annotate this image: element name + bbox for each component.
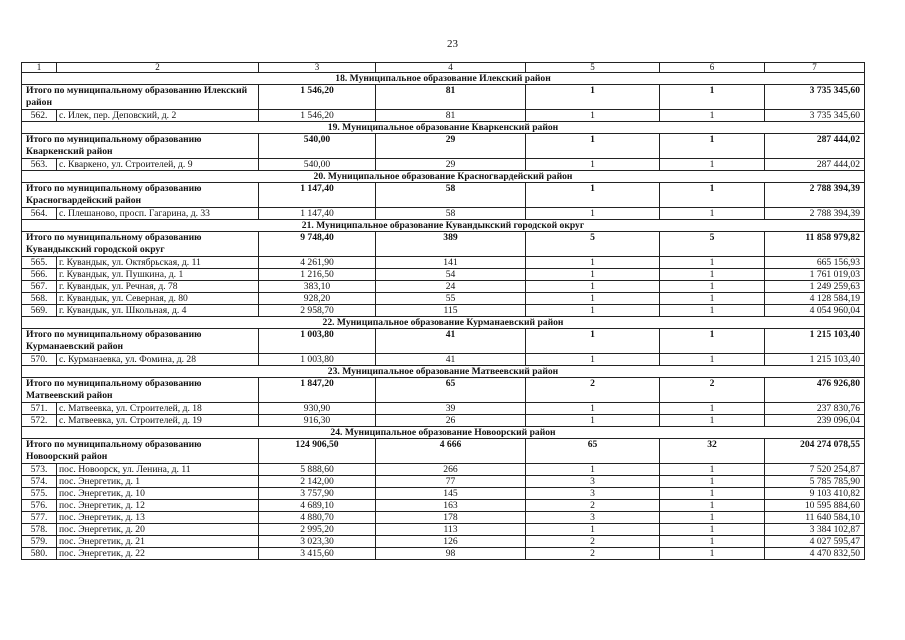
total-col5: 1 [526,134,660,159]
header-cell-4: 4 [376,63,526,73]
table-row [22,403,865,415]
row-col5: 1 [526,293,660,305]
total-sum: 1 215 103,40 [765,329,865,354]
row-number: 574. [22,476,57,488]
row-sum: 665 156,93 [765,257,865,269]
row-area: 3 757,90 [259,488,376,500]
table-row [22,354,865,366]
row-sum: 1 249 259,63 [765,281,865,293]
section-title: 18. Муниципальное образование Илекский район [22,73,865,85]
total-col6: 2 [660,378,765,403]
row-number: 573. [22,464,57,476]
total-sum: 204 274 078,55 [765,439,865,464]
row-sum: 2 788 394,39 [765,208,865,220]
row-address: пос. Новоорск, ул. Ленина, д. 11 [57,464,259,476]
row-address: с. Курманаевка, ул. Фомина, д. 28 [57,354,259,366]
row-col5: 1 [526,208,660,220]
section-header-row [22,317,865,329]
row-sum: 4 470 832,50 [765,548,865,560]
section-header-row [22,366,865,378]
section-title: 19. Муниципальное образование Кваркенский район [22,122,865,134]
row-col6: 1 [660,159,765,171]
section-header-row [22,220,865,232]
header-cell-2: 2 [57,63,259,73]
row-number: 565. [22,257,57,269]
section-total-row [22,378,865,403]
total-residents: 4 666 [376,439,526,464]
row-address: с. Илек, пер. Деповский, д. 2 [57,110,259,122]
section-title: 20. Муниципальное образование Красногвардейский район [22,171,865,183]
row-col6: 1 [660,281,765,293]
row-sum: 239 096,04 [765,415,865,427]
row-area: 930,90 [259,403,376,415]
total-area: 540,00 [259,134,376,159]
row-col6: 1 [660,110,765,122]
row-sum: 4 054 960,04 [765,305,865,317]
row-area: 540,00 [259,159,376,171]
table-row [22,208,865,220]
row-residents: 26 [376,415,526,427]
total-col6: 1 [660,85,765,110]
row-area: 928,20 [259,293,376,305]
row-address: пос. Энергетик, д. 22 [57,548,259,560]
row-residents: 55 [376,293,526,305]
row-address: г. Кувандык, ул. Речная, д. 78 [57,281,259,293]
row-col5: 1 [526,464,660,476]
row-address: г. Кувандык, ул. Пушкина, д. 1 [57,269,259,281]
table-row [22,159,865,171]
total-area: 9 748,40 [259,232,376,257]
row-area: 1 003,80 [259,354,376,366]
total-label: Итого по муниципальному образованию Новоорский район [22,439,259,464]
row-sum: 11 640 584,10 [765,512,865,524]
row-col6: 1 [660,293,765,305]
row-sum: 10 595 884,60 [765,500,865,512]
row-area: 3 023,30 [259,536,376,548]
row-col5: 3 [526,476,660,488]
row-area: 1 216,50 [259,269,376,281]
section-title: 22. Муниципальное образование Курманаевский район [22,317,865,329]
row-sum: 1 761 019,03 [765,269,865,281]
row-residents: 54 [376,269,526,281]
total-sum: 11 858 979,82 [765,232,865,257]
table-row [22,464,865,476]
section-header-row [22,171,865,183]
row-number: 580. [22,548,57,560]
row-col6: 1 [660,415,765,427]
total-label: Итого по муниципальному образованию Матвеевский район [22,378,259,403]
row-area: 2 995,20 [259,524,376,536]
section-total-row [22,134,865,159]
row-area: 4 880,70 [259,512,376,524]
total-col5: 65 [526,439,660,464]
row-col6: 1 [660,476,765,488]
table-row [22,476,865,488]
row-col6: 1 [660,524,765,536]
table-row [22,524,865,536]
row-sum: 9 103 410,82 [765,488,865,500]
total-area: 124 906,50 [259,439,376,464]
row-sum: 287 444,02 [765,159,865,171]
row-col5: 1 [526,281,660,293]
table-row [22,293,865,305]
total-residents: 65 [376,378,526,403]
row-sum: 7 520 254,87 [765,464,865,476]
row-col6: 1 [660,500,765,512]
header-cell-6: 6 [660,63,765,73]
total-residents: 389 [376,232,526,257]
total-col5: 1 [526,183,660,208]
row-area: 4 261,90 [259,257,376,269]
total-area: 1 847,20 [259,378,376,403]
table-row [22,257,865,269]
total-label: Итого по муниципальному образованию Красногвардейский район [22,183,259,208]
row-number: 569. [22,305,57,317]
row-residents: 113 [376,524,526,536]
page-number: 23 [447,38,458,50]
row-area: 2 958,70 [259,305,376,317]
row-number: 567. [22,281,57,293]
row-number: 576. [22,500,57,512]
header-cell-1: 1 [22,63,57,73]
row-col5: 1 [526,159,660,171]
row-residents: 145 [376,488,526,500]
row-residents: 29 [376,159,526,171]
row-col5: 1 [526,257,660,269]
table-row [22,548,865,560]
total-sum: 476 926,80 [765,378,865,403]
row-address: г. Кувандык, ул. Школьная, д. 4 [57,305,259,317]
row-area: 1 147,40 [259,208,376,220]
section-total-row [22,85,865,110]
total-col6: 1 [660,183,765,208]
section-header-row [22,73,865,85]
total-col6: 5 [660,232,765,257]
total-residents: 29 [376,134,526,159]
row-address: пос. Энергетик, д. 10 [57,488,259,500]
total-area: 1 147,40 [259,183,376,208]
row-area: 3 415,60 [259,548,376,560]
table-row [22,269,865,281]
total-label: Итого по муниципальному образованию Курманаевский район [22,329,259,354]
row-number: 563. [22,159,57,171]
row-number: 571. [22,403,57,415]
total-sum: 3 735 345,60 [765,85,865,110]
row-area: 383,10 [259,281,376,293]
row-residents: 178 [376,512,526,524]
row-address: г. Кувандык, ул. Северная, д. 80 [57,293,259,305]
row-address: г. Кувандык, ул. Октябрьская, д. 11 [57,257,259,269]
total-col5: 1 [526,85,660,110]
row-col5: 1 [526,403,660,415]
total-col5: 2 [526,378,660,403]
row-number: 570. [22,354,57,366]
header-cell-5: 5 [526,63,660,73]
section-title: 24. Муниципальное образование Новоорский район [22,427,865,439]
row-residents: 24 [376,281,526,293]
row-area: 1 546,20 [259,110,376,122]
row-col6: 1 [660,305,765,317]
row-area: 4 689,10 [259,500,376,512]
row-col6: 1 [660,512,765,524]
row-sum: 4 027 595,47 [765,536,865,548]
row-residents: 41 [376,354,526,366]
row-col5: 2 [526,536,660,548]
section-title: 23. Муниципальное образование Матвеевский район [22,366,865,378]
row-col5: 3 [526,512,660,524]
row-address: пос. Энергетик, д. 1 [57,476,259,488]
row-col6: 1 [660,488,765,500]
table-row [22,512,865,524]
header-cell-7: 7 [765,63,865,73]
table-row [22,536,865,548]
table-row [22,500,865,512]
row-residents: 163 [376,500,526,512]
total-sum: 2 788 394,39 [765,183,865,208]
row-address: пос. Энергетик, д. 13 [57,512,259,524]
total-residents: 58 [376,183,526,208]
row-residents: 58 [376,208,526,220]
total-label: Итого по муниципальному образованию Илекский район [22,85,259,110]
row-residents: 126 [376,536,526,548]
row-col5: 1 [526,524,660,536]
row-col6: 1 [660,354,765,366]
row-area: 5 888,60 [259,464,376,476]
row-number: 568. [22,293,57,305]
total-col5: 1 [526,329,660,354]
row-address: пос. Энергетик, д. 20 [57,524,259,536]
total-residents: 41 [376,329,526,354]
total-residents: 81 [376,85,526,110]
row-residents: 98 [376,548,526,560]
section-header-row [22,427,865,439]
row-col6: 1 [660,403,765,415]
row-number: 579. [22,536,57,548]
row-address: пос. Энергетик, д. 12 [57,500,259,512]
row-address: с. Матвеевка, ул. Строителей, д. 18 [57,403,259,415]
row-number: 564. [22,208,57,220]
row-col5: 3 [526,488,660,500]
total-label: Итого по муниципальному образованию Кувандыкский городской округ [22,232,259,257]
row-sum: 1 215 103,40 [765,354,865,366]
row-col5: 1 [526,415,660,427]
row-col6: 1 [660,269,765,281]
row-address: с. Кваркено, ул. Строителей, д. 9 [57,159,259,171]
row-col6: 1 [660,536,765,548]
row-residents: 77 [376,476,526,488]
row-address: с. Плешаново, просп. Гагарина, д. 33 [57,208,259,220]
total-col5: 5 [526,232,660,257]
row-col6: 1 [660,208,765,220]
row-sum: 5 785 785,90 [765,476,865,488]
row-area: 2 142,00 [259,476,376,488]
header-cell-3: 3 [259,63,376,73]
total-sum: 287 444,02 [765,134,865,159]
table-row [22,305,865,317]
row-col5: 1 [526,110,660,122]
data-table [21,62,865,560]
row-col5: 2 [526,500,660,512]
header-row [22,63,865,73]
table-row [22,415,865,427]
row-number: 575. [22,488,57,500]
row-number: 577. [22,512,57,524]
total-col6: 1 [660,329,765,354]
total-col6: 32 [660,439,765,464]
section-total-row [22,439,865,464]
row-sum: 3 735 345,60 [765,110,865,122]
table-row [22,281,865,293]
row-col5: 1 [526,269,660,281]
total-area: 1 003,80 [259,329,376,354]
row-col5: 1 [526,354,660,366]
section-total-row [22,183,865,208]
row-col6: 1 [660,464,765,476]
row-sum: 4 128 584,19 [765,293,865,305]
table-row [22,488,865,500]
row-number: 566. [22,269,57,281]
row-number: 572. [22,415,57,427]
row-address: с. Матвеевка, ул. Строителей, д. 19 [57,415,259,427]
total-label: Итого по муниципальному образованию Кваркенский район [22,134,259,159]
section-header-row [22,122,865,134]
row-number: 578. [22,524,57,536]
section-total-row [22,329,865,354]
row-col6: 1 [660,548,765,560]
row-address: пос. Энергетик, д. 21 [57,536,259,548]
row-col5: 1 [526,305,660,317]
row-residents: 266 [376,464,526,476]
table-row [22,110,865,122]
row-residents: 141 [376,257,526,269]
section-total-row [22,232,865,257]
row-residents: 81 [376,110,526,122]
section-title: 21. Муниципальное образование Кувандыкский городской округ [22,220,865,232]
row-sum: 237 830,76 [765,403,865,415]
row-col5: 2 [526,548,660,560]
row-area: 916,30 [259,415,376,427]
row-sum: 3 384 102,87 [765,524,865,536]
total-area: 1 546,20 [259,85,376,110]
row-residents: 115 [376,305,526,317]
row-col6: 1 [660,257,765,269]
row-residents: 39 [376,403,526,415]
total-col6: 1 [660,134,765,159]
row-number: 562. [22,110,57,122]
